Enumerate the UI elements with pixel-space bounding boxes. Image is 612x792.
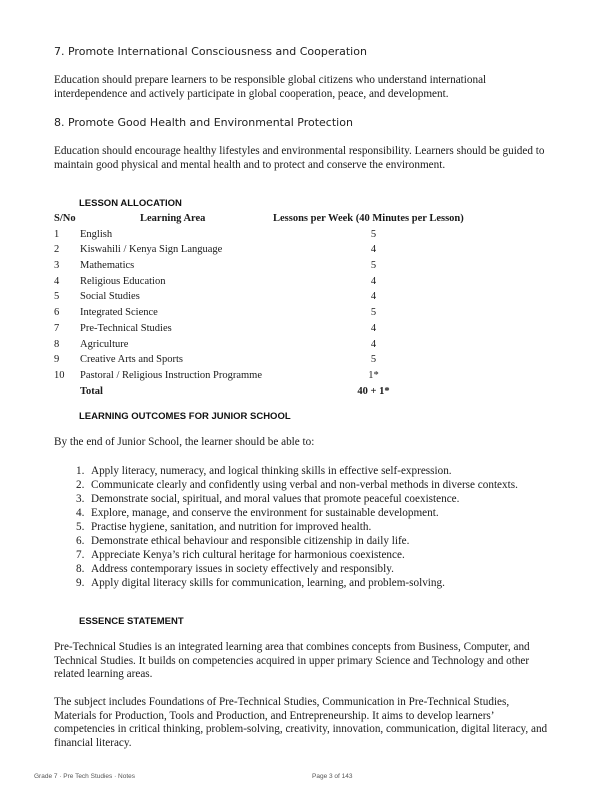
row-sn: 10 bbox=[54, 369, 65, 381]
list-item-text: Practise hygiene, sanitation, and nutrition for improved health. bbox=[91, 521, 372, 533]
row-lessons: 4 bbox=[370, 291, 377, 303]
row-learning-area: Social Studies bbox=[80, 291, 140, 303]
list-item-number: 7. bbox=[76, 549, 85, 561]
list-item bbox=[76, 520, 556, 534]
learning-outcomes-heading: LEARNING OUTCOMES FOR JUNIOR SCHOOL bbox=[79, 411, 291, 422]
column-header-area: Learning Area bbox=[140, 213, 206, 224]
section-8-body: Education should encourage healthy lifestyles and environmental responsibility. Learners should be guided to maintain good physical and mental health and to protect and conserve the environment. bbox=[54, 145, 545, 171]
table-header-row bbox=[54, 211, 554, 227]
list-item-number: 1. bbox=[76, 465, 85, 477]
list-item bbox=[76, 534, 556, 548]
row-lessons: 1* bbox=[368, 369, 379, 381]
list-item-text: Apply digital literacy skills for communication, learning, and problem-solving. bbox=[91, 577, 445, 589]
row-learning-area: English bbox=[80, 228, 113, 240]
section-8-heading: 8. Promote Good Health and Environmental Protection bbox=[54, 116, 353, 129]
row-sn: 4 bbox=[54, 275, 60, 287]
row-learning-area: Kiswahili / Kenya Sign Language bbox=[80, 244, 223, 256]
row-sn: 6 bbox=[54, 307, 60, 319]
row-learning-area: Mathematics bbox=[80, 260, 135, 272]
row-lessons: 5 bbox=[370, 260, 377, 272]
list-item bbox=[76, 562, 556, 576]
list-item-number: 9. bbox=[76, 577, 85, 589]
table-row bbox=[54, 337, 554, 353]
row-learning-area: Integrated Science bbox=[80, 307, 158, 319]
list-item-number: 2. bbox=[76, 479, 85, 491]
row-sn: 8 bbox=[54, 338, 60, 350]
section-7-body: Education should prepare learners to be responsible global citizens who understand international interdependence and actively participate in global cooperation, peace, and development. bbox=[54, 74, 487, 100]
essence-paragraph-2: The subject includes Foundations of Pre-Technical Studies, Communication in Pre-Technical Studies, Materials for Production, Tools and Production, and Entrepreneurship. It aims to develop learners’ competencies in critical thinking, problem-solving, creativity, innovation, communication, digital literacy, and financial literacy. bbox=[54, 696, 548, 749]
footer-page-number: Page 3 of 143 bbox=[312, 773, 353, 780]
row-sn: 7 bbox=[54, 322, 60, 334]
list-item-text: Demonstrate ethical behaviour and responsible citizenship in daily life. bbox=[91, 535, 410, 547]
row-sn: 3 bbox=[54, 260, 60, 272]
row-lessons: 4 bbox=[370, 338, 377, 350]
table-row bbox=[54, 258, 554, 274]
footer-document-title: Grade 7 · Pre Tech Studies · Notes bbox=[34, 773, 136, 780]
learning-outcomes-intro: By the end of Junior School, the learner should be able to: bbox=[54, 436, 315, 448]
table-row bbox=[54, 227, 554, 243]
list-item-text: Communicate clearly and confidently using verbal and non-verbal methods in diverse contexts. bbox=[91, 479, 518, 491]
total-value: 40 + 1* bbox=[357, 385, 390, 397]
list-item-number: 5. bbox=[76, 521, 85, 533]
list-item-number: 6. bbox=[76, 535, 85, 547]
list-item-text: Appreciate Kenya’s rich cultural heritage for harmonious coexistence. bbox=[91, 549, 405, 561]
list-item bbox=[76, 576, 556, 590]
table-row bbox=[54, 352, 554, 368]
list-item-text: Demonstrate social, spiritual, and moral values that promote peaceful coexistence. bbox=[91, 493, 460, 505]
list-item bbox=[76, 506, 556, 520]
table-row bbox=[54, 368, 554, 384]
row-learning-area: Pre-Technical Studies bbox=[80, 322, 172, 334]
essence-statement-heading: ESSENCE STATEMENT bbox=[79, 616, 184, 627]
total-label: Total bbox=[80, 385, 103, 397]
row-lessons: 5 bbox=[370, 228, 377, 240]
lesson-allocation-heading: LESSON ALLOCATION bbox=[79, 198, 182, 209]
list-item-text: Apply literacy, numeracy, and logical thinking skills in effective self-expression. bbox=[91, 465, 452, 477]
row-lessons: 5 bbox=[370, 354, 377, 366]
table-row bbox=[54, 242, 554, 258]
learning-outcomes-list bbox=[76, 464, 556, 590]
table-row bbox=[54, 321, 554, 337]
list-item-text: Explore, manage, and conserve the environment for sustainable development. bbox=[91, 507, 439, 519]
row-sn: 2 bbox=[54, 244, 60, 256]
row-learning-area: Religious Education bbox=[80, 275, 166, 287]
row-sn: 9 bbox=[54, 354, 60, 366]
table-row bbox=[54, 289, 554, 305]
list-item bbox=[76, 464, 556, 478]
list-item-number: 4. bbox=[76, 507, 85, 519]
list-item-text: Address contemporary issues in society effectively and responsibly. bbox=[91, 563, 394, 575]
lesson-allocation-table bbox=[54, 211, 554, 399]
row-sn: 1 bbox=[54, 228, 60, 240]
essence-paragraph-1: Pre-Technical Studies is an integrated learning area that combines concepts from Business, Computer, and Technical Studies. It builds on competencies acquired in upper primary Science and Technology and other related learning areas. bbox=[54, 641, 530, 681]
list-item bbox=[76, 548, 556, 562]
list-item bbox=[76, 478, 556, 492]
row-learning-area: Agriculture bbox=[80, 338, 129, 350]
row-lessons: 4 bbox=[370, 275, 377, 287]
row-learning-area: Pastoral / Religious Instruction Programme bbox=[80, 369, 262, 381]
section-7-heading: 7. Promote International Consciousness and Cooperation bbox=[54, 45, 367, 58]
table-total-row bbox=[54, 384, 554, 400]
table-row bbox=[54, 305, 554, 321]
row-lessons: 5 bbox=[370, 307, 377, 319]
list-item-number: 3. bbox=[76, 493, 85, 505]
column-header-sn: S/No bbox=[54, 213, 76, 224]
row-lessons: 4 bbox=[370, 244, 377, 256]
row-sn: 5 bbox=[54, 291, 60, 303]
list-item-number: 8. bbox=[76, 563, 85, 575]
table-row bbox=[54, 274, 554, 290]
row-learning-area: Creative Arts and Sports bbox=[80, 354, 183, 366]
column-header-lessons: Lessons per Week (40 Minutes per Lesson) bbox=[273, 213, 464, 224]
row-lessons: 4 bbox=[370, 322, 377, 334]
list-item bbox=[76, 492, 556, 506]
